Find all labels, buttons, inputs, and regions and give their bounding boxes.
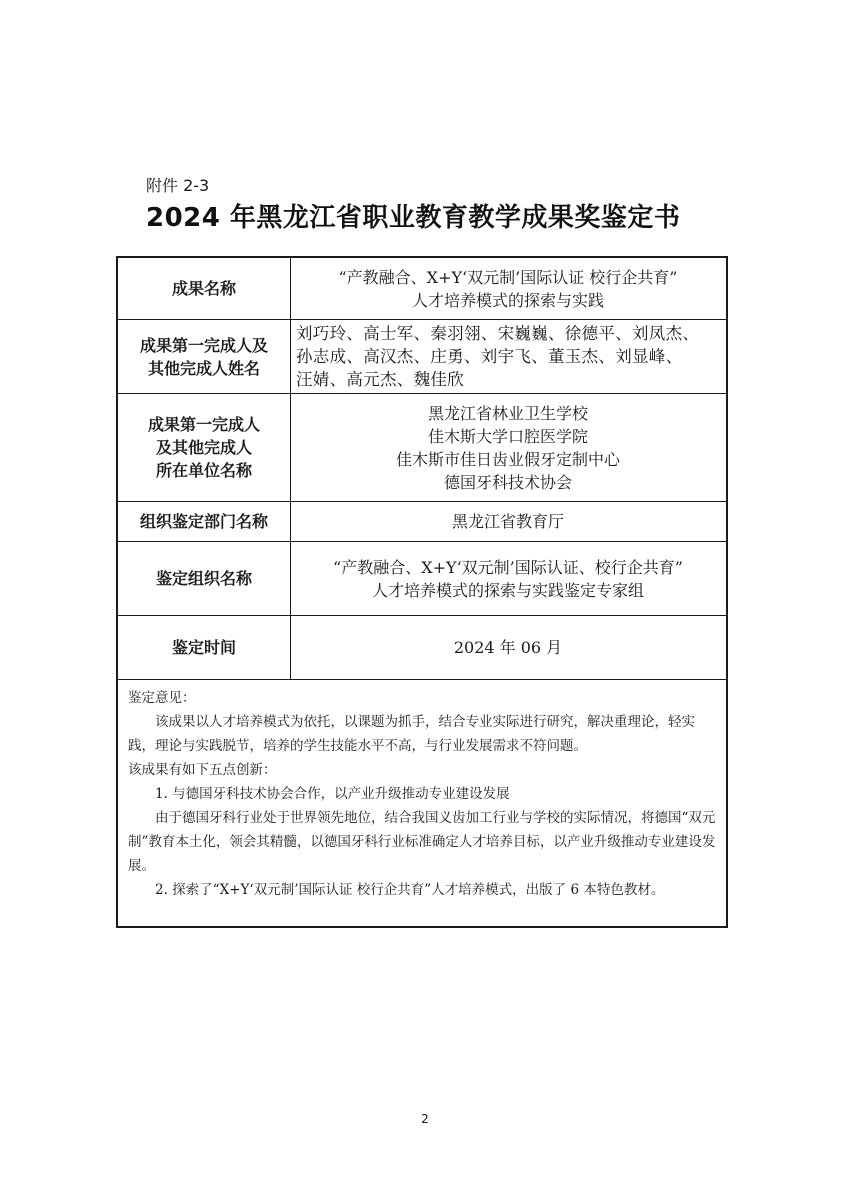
label-units bbox=[118, 394, 291, 501]
attachment-label: 附件 2-3 bbox=[146, 176, 210, 195]
units-label-line: 成果第一完成人 bbox=[147, 415, 260, 434]
completers-label-line: 其他完成人姓名 bbox=[147, 358, 260, 378]
opinion-heading: 鉴定意见： bbox=[128, 690, 196, 706]
label-time: 鉴定时间 bbox=[118, 616, 291, 679]
label-org: 鉴定组织名称 bbox=[118, 542, 291, 615]
label-completers bbox=[118, 320, 291, 393]
opinion-paragraph: 该成果有如下五点创新： bbox=[128, 762, 277, 778]
appraisal-opinion bbox=[118, 680, 726, 926]
org-line: 人才培养模式的探索与实践鉴定专家组 bbox=[371, 580, 644, 600]
value-org bbox=[290, 542, 726, 615]
opinion-paragraph: 2. 探索了“X+Y‘双元制’国际认证 校行企共育”人才培养模式，出版了 6 本特色教材。 bbox=[155, 882, 665, 898]
completers-line: 刘巧玲、高士军、秦羽翎、宋巍巍、徐德平、刘凤杰、 bbox=[296, 324, 700, 343]
value-dept: 黑龙江省教育厅 bbox=[451, 512, 564, 531]
row-result-name bbox=[118, 258, 726, 320]
page-number: 2 bbox=[421, 1112, 429, 1126]
appraisal-table bbox=[116, 256, 728, 928]
completers-line: 孙志成、高汉杰、庄勇、刘宇飞、董玉杰、刘显峰、 bbox=[296, 347, 683, 366]
units-label-line: 及其他完成人 bbox=[155, 438, 252, 457]
label-result-name: 成果名称 bbox=[118, 258, 291, 319]
value-result-name bbox=[290, 258, 726, 319]
units-label-line: 所在单位名称 bbox=[155, 461, 252, 480]
opinion-paragraph: 1. 与德国牙科技术协会合作，以产业升级推动专业建设发展 bbox=[155, 786, 510, 802]
opinion-paragraph: 该成果以人才培养模式为依托，以课题为抓手，结合专业实际进行研究，解决重理论，轻实践，理论与实践脱节，培养的学生技能水平不高，与行业发展需求不符问题。 bbox=[128, 714, 695, 754]
value-completers bbox=[290, 320, 726, 393]
unit-line: 佳木斯市佳日齿业假牙定制中心 bbox=[395, 449, 620, 469]
value-time: 2024 年 06 月 bbox=[453, 638, 563, 657]
row-units bbox=[118, 394, 726, 502]
result-name-line: “产教融合、X+Y‘双元制’国际认证 校行企共育” bbox=[338, 267, 678, 287]
row-time bbox=[118, 616, 726, 680]
label-dept: 组织鉴定部门名称 bbox=[118, 502, 291, 541]
value-units bbox=[290, 394, 726, 501]
document-title: 2024 年黑龙江省职业教育教学成果奖鉴定书 bbox=[146, 203, 681, 233]
unit-line: 佳木斯大学口腔医学院 bbox=[427, 426, 588, 446]
row-org bbox=[118, 542, 726, 616]
completers-label-line: 成果第一完成人及 bbox=[139, 335, 268, 355]
unit-line: 黑龙江省林业卫生学校 bbox=[427, 403, 588, 423]
unit-line: 德国牙科技术协会 bbox=[443, 472, 572, 492]
result-name-line: 人才培养模式的探索与实践 bbox=[411, 290, 604, 310]
row-completers bbox=[118, 320, 726, 394]
opinion-paragraph: 由于德国牙科行业处于世界领先地位，结合我国义齿加工行业与学校的实际情况，将德国“双元制”教育本土化，领会其精髓，以德国牙科行业标准确定人才培养目标，以产业升级推动专业建设发展。 bbox=[128, 810, 716, 874]
completers-line: 汪婧、高元杰、魏佳欣 bbox=[296, 370, 464, 389]
org-line: “产教融合、X+Y‘双元制’国际认证、校行企共育” bbox=[333, 557, 683, 577]
row-dept bbox=[118, 502, 726, 542]
